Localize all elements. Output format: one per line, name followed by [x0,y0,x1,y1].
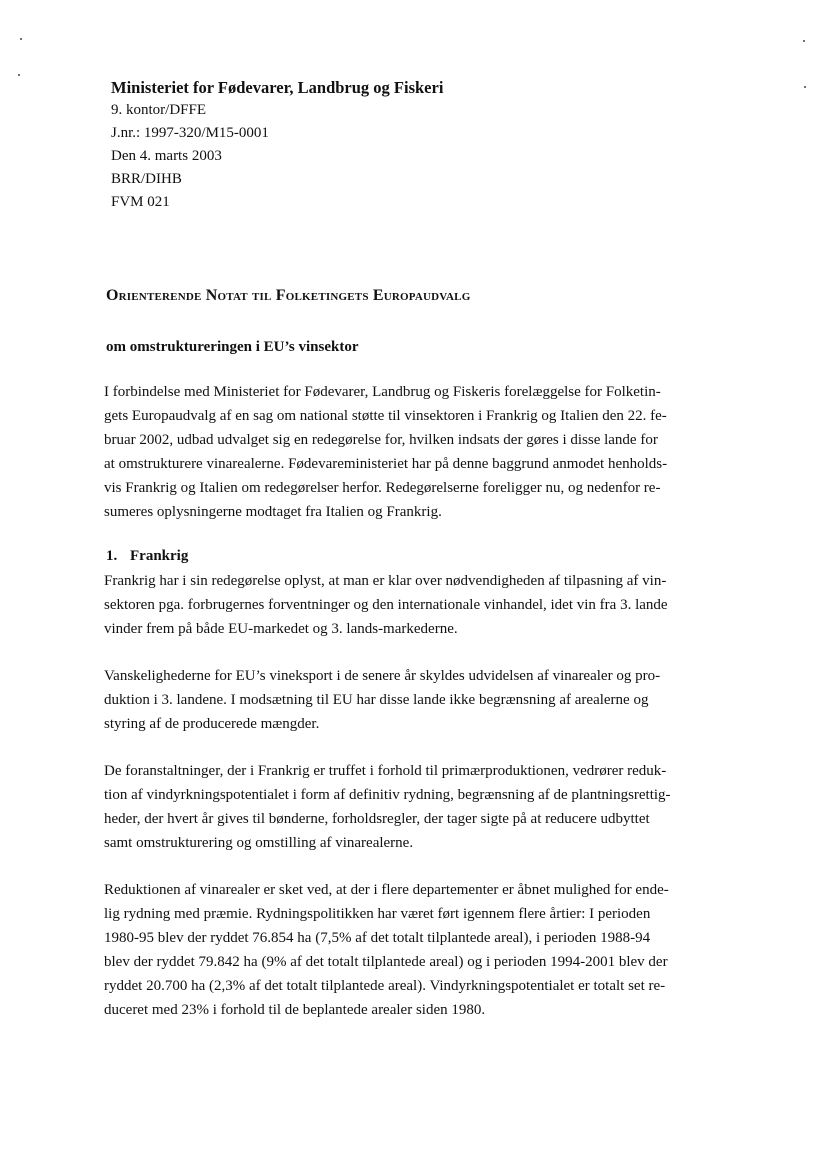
text-line: Vanskelighederne for EU’s vineksport i de senere år skyldes udvidelsen af vinarealer og pro- [104,668,661,684]
ministry-name: Ministeriet for Fødevarer, Landbrug og Fiskeri [111,78,444,97]
text-line: sektoren pga. forbrugernes forventninger og den internationale vinhandel, idet vin fra 3. lande [104,597,668,613]
text-line: 1980-95 blev der ryddet 76.854 ha (7,5% af det totalt tilplantede areal), i perioden 1988-94 [104,930,651,946]
frankrig-paragraph-2 [104,664,730,736]
text-line: bruar 2002, udbad udvalget sig en redegørelse for, hvilken indsats der gøres i disse lande for [104,432,658,448]
journal-number: J.nr.: 1997-320/M15-0001 [111,125,269,141]
letterhead [111,77,711,214]
scan-speck [804,86,806,88]
text-line: at omstrukturere vinarealerne. Fødevareministeriet har på denne baggrund anmodet henholds- [104,456,668,472]
section-number: 1. [106,548,118,564]
text-line: vis Frankrig og Italien om redegørelser herfor. Redegørelserne foreligger nu, og nedenfor re- [104,480,661,496]
frankrig-paragraph-3 [104,759,730,855]
section-title: Frankrig [130,548,189,564]
text-line: ryddet 20.700 ha (2,3% af det totalt tilplantede areal). Vindyrkningspotentialet er totalt set re- [104,978,666,994]
text-line: De foranstaltninger, der i Frankrig er truffet i forhold til primærproduktionen, vedrører reduk- [104,763,667,779]
office-line: 9. kontor/DFFE [111,102,207,118]
frankrig-paragraph-1 [104,569,730,641]
text-line: sumeres oplysningerne modtaget fra Italien og Frankrig. [104,504,442,520]
text-line: styring af de producerede mængder. [104,716,320,732]
intro-paragraph [104,380,730,524]
text-line: tion af vindyrkningspotentialet i form af definitiv rydning, begrænsning af de plantningsrettig- [104,787,671,803]
section-heading-frankrig [106,548,188,565]
document-title: Orienterende Notat til Folketingets Europaudvalg [106,287,471,304]
text-line: blev der ryddet 79.842 ha (9% af det totalt tilplantede areal) og i perioden 1994-2001 blev der [104,954,668,970]
document-date: Den 4. marts 2003 [111,148,222,164]
reference-code: FVM 021 [111,194,170,210]
text-line: lig rydning med præmie. Rydningspolitikken har været ført igennem flere årtier: I perioden [104,906,651,922]
text-line: gets Europaudvalg af en sag om national støtte til vinsektoren i Frankrig og Italien den 22. fe- [104,408,667,424]
scan-speck [20,38,22,40]
text-line: I forbindelse med Ministeriet for Fødevarer, Landbrug og Fiskeris forelæggelse for Folketin- [104,384,661,400]
document-subtitle: om omstruktureringen i EU’s vinsektor [106,339,359,355]
text-line: Reduktionen af vinarealer er sket ved, at der i flere departementer er åbnet mulighed for ende- [104,882,669,898]
text-line: duktion i 3. landene. I modsætning til EU har disse lande ikke begrænsning af arealerne og [104,692,649,708]
scan-speck [803,40,805,42]
frankrig-paragraph-4 [104,878,730,1022]
text-line: samt omstrukturering og omstilling af vinarealerne. [104,835,414,851]
text-line: Frankrig har i sin redegørelse oplyst, at man er klar over nødvendigheden af tilpasning af vin- [104,573,667,589]
scan-speck [18,74,20,76]
author-initials: BRR/DIHB [111,171,182,187]
text-line: heder, der hvert år gives til bønderne, forholdsregler, der tager sigte på at reducere udbyttet [104,811,650,827]
text-line: vinder frem på både EU-markedet og 3. lands-markederne. [104,621,458,637]
text-line: duceret med 23% i forhold til de beplantede arealer siden 1980. [104,1002,486,1018]
